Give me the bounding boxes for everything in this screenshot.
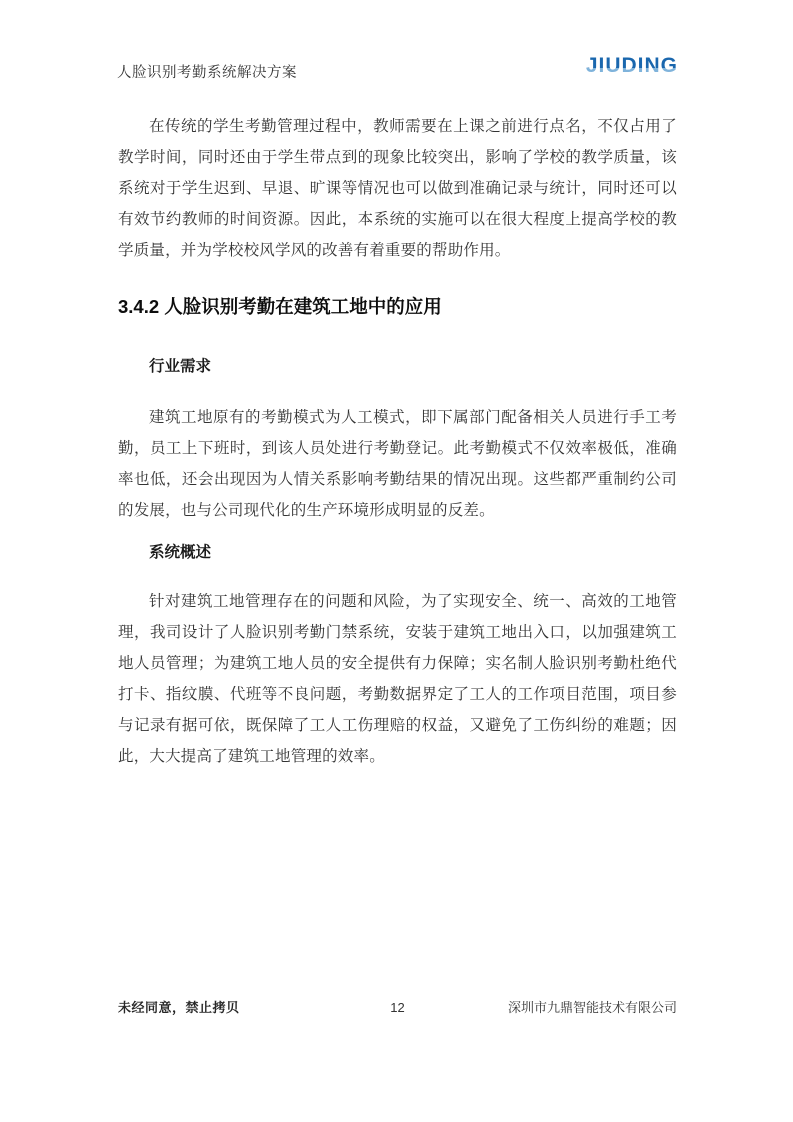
jiuding-logo: JIUDING — [585, 54, 678, 77]
footer-company-name: 深圳市九鼎智能技术有限公司 — [507, 1000, 677, 1015]
paragraph-traditional-student-attendance: 在传统的学生考勤管理过程中，教师需要在上课之前进行点名，不仅占用了教学时间，同时还由于学生带点到的现象比较突出，影响了学校的教学质量，该系统对于学生迟到、早退、旷课等情况也可以做到准确记录与统计，同时还可以有效节约教师的时间资源。因此，本系统的实施可以在很大程度上提高学校的教学质量，并为学校校风学风的改善有着重要的帮助作用。 — [118, 118, 677, 259]
footer-page-number: 12 — [390, 1000, 405, 1015]
paragraph-system-overview: 针对建筑工地管理存在的问题和风险，为了实现安全、统一、高效的工地管理，我司设计了人脸识别考勤门禁系统，安装于建筑工地出入口，以加强建筑工地人员管理；为建筑工地人员的安全提供有力保障；实名制人脸识别考勤杜绝代打卡、指纹膜、代班等不良问题，考勤数据界定了工人的工作项目范围，项目参与记录有据可依，既保障了工人工伤理赔的权益，又避免了工伤纠纷的难题；因此，大大提高了建筑工地管理的效率。 — [118, 593, 677, 765]
section-heading-3-4-2: 3.4.2 人脸识别考勤在建筑工地中的应用 — [118, 296, 442, 317]
document-title: 人脸识别考勤系统解决方案 — [117, 65, 297, 81]
paragraph-industry-demand: 建筑工地原有的考勤模式为人工模式，即下属部门配备相关人员进行手工考勤，员工上下班时，到该人员处进行考勤登记。此考勤模式不仅效率极低，准确率也低，还会出现因为人情关系影响考勤结果的情况出现。这些都严重制约公司的发展，也与公司现代化的生产环境形成明显的反差。 — [118, 409, 677, 519]
sub-heading-industry-demand: 行业需求 — [149, 358, 212, 375]
page-footer — [118, 997, 677, 1016]
page-content — [118, 111, 677, 772]
sub-heading-system-overview: 系统概述 — [149, 544, 212, 561]
page-header — [117, 54, 678, 82]
footer-copy-notice: 未经同意，禁止拷贝 — [118, 1000, 240, 1015]
